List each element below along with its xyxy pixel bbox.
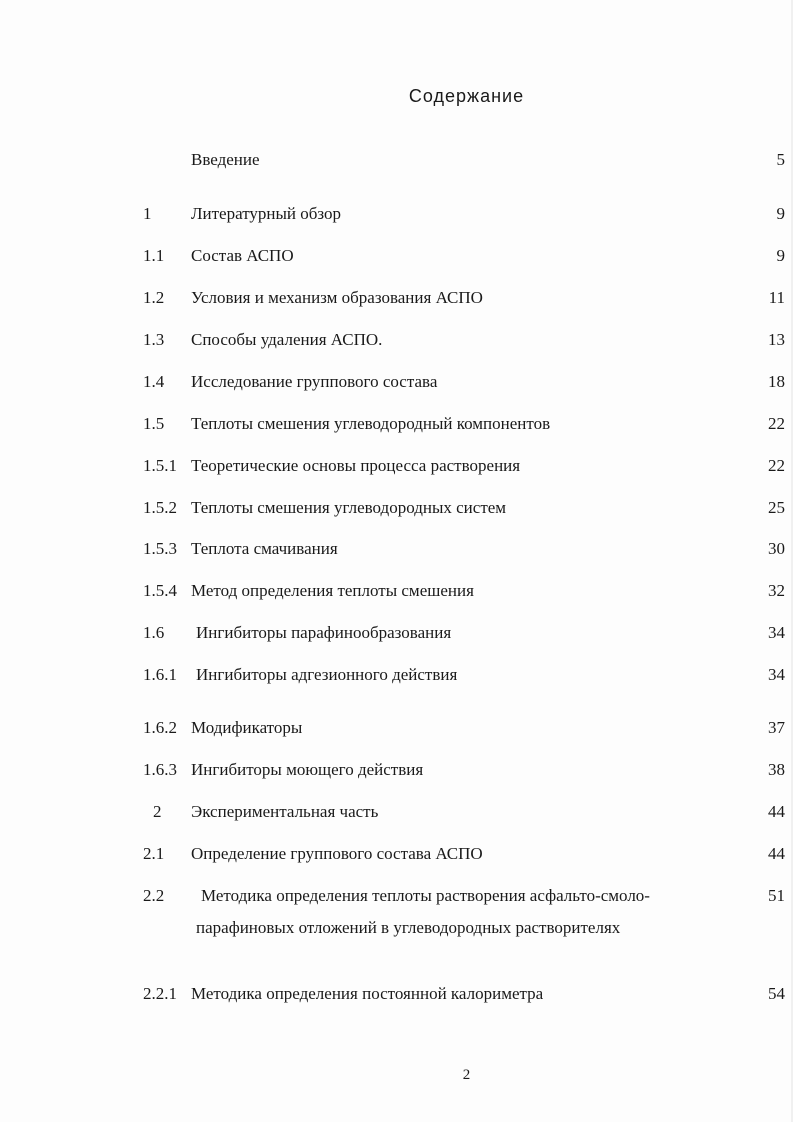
toc-number: 1.5 — [143, 414, 165, 433]
toc-page: 32 — [768, 581, 785, 600]
toc-number: 1 — [143, 204, 152, 223]
toc-number: 1.5.2 — [143, 498, 177, 517]
toc-label: Методика определения теплоты растворения асфальто-смоло- — [201, 886, 650, 905]
toc-label: Ингибиторы парафинообразования — [196, 623, 452, 642]
toc-number: 2 — [153, 802, 162, 821]
toc-number: 2.2 — [143, 886, 165, 905]
toc-number: 1.5.3 — [143, 539, 177, 558]
toc-entry — [0, 329, 793, 351]
toc-page: 11 — [768, 288, 785, 307]
toc-label: Теплоты смешения углеводородных систем — [191, 498, 507, 517]
toc-number: 1.6.3 — [143, 760, 177, 779]
toc-entry — [0, 287, 793, 309]
page-title: Содержание — [408, 86, 525, 106]
toc-number: 1.2 — [143, 288, 165, 307]
toc-label: Способы удаления АСПО. — [191, 330, 383, 349]
toc-entry — [0, 885, 793, 907]
toc-entry — [0, 983, 793, 1005]
toc-label: Модификаторы — [191, 718, 303, 737]
toc-page: 18 — [768, 372, 785, 391]
toc-page: 22 — [768, 456, 785, 475]
toc-entry — [0, 413, 793, 435]
toc-page: 9 — [776, 246, 785, 265]
toc-entry — [0, 497, 793, 519]
toc-page: 44 — [768, 844, 785, 863]
toc-entry-continuation — [0, 917, 793, 939]
toc-page: 38 — [768, 760, 785, 779]
page-number: 2 — [462, 1067, 471, 1083]
toc-entry — [0, 245, 793, 267]
toc-entry — [0, 843, 793, 865]
toc-page: 30 — [768, 539, 785, 558]
toc-entry — [0, 664, 793, 686]
toc-label: Теплота смачивания — [191, 539, 338, 558]
toc-page: 22 — [768, 414, 785, 433]
toc-number: 1.4 — [143, 372, 165, 391]
toc-entry — [0, 455, 793, 477]
toc-label: Условия и механизм образования АСПО — [191, 288, 483, 307]
toc-page: 5 — [776, 150, 785, 169]
toc-page: 13 — [768, 330, 785, 349]
toc-label: Ингибиторы моющего действия — [191, 760, 424, 779]
toc-label: Определение группового состава АСПО — [191, 844, 483, 863]
toc-number: 1.6.2 — [143, 718, 177, 737]
toc-label: Исследование группового состава — [191, 372, 438, 391]
toc-number: 1.6.1 — [143, 665, 177, 684]
toc-number: 1.5.1 — [143, 456, 177, 475]
toc-entry — [0, 149, 793, 171]
toc-number: 1.3 — [143, 330, 165, 349]
toc-entry — [0, 538, 793, 560]
toc-entry — [0, 759, 793, 781]
toc-page: 44 — [768, 802, 785, 821]
toc-label: Теплоты смешения углеводородный компонентов — [191, 414, 551, 433]
toc-label: Литературный обзор — [191, 204, 342, 223]
toc-number: 2.1 — [143, 844, 165, 863]
toc-number: 1.1 — [143, 246, 165, 265]
toc-entry — [0, 801, 793, 823]
toc-page: 51 — [768, 886, 785, 905]
toc-number: 2.2.1 — [143, 984, 177, 1003]
toc-entry — [0, 203, 793, 225]
toc-label: Методика определения постоянной калориметра — [191, 984, 544, 1003]
toc-label: Введение — [191, 150, 260, 169]
toc-label: Метод определения теплоты смешения — [191, 581, 474, 600]
toc-number: 1.5.4 — [143, 581, 177, 600]
toc-page: 54 — [768, 984, 785, 1003]
toc-entry — [0, 371, 793, 393]
toc-page: 25 — [768, 498, 785, 517]
toc-page: 34 — [768, 665, 785, 684]
toc-page: 37 — [768, 718, 785, 737]
toc-label: Теоретические основы процесса растворения — [191, 456, 521, 475]
toc-entry — [0, 622, 793, 644]
toc-label: Экспериментальная часть — [191, 802, 379, 821]
toc-entry — [0, 580, 793, 602]
toc-page: 34 — [768, 623, 785, 642]
toc-label-continuation: парафиновых отложений в углеводородных растворителях — [196, 918, 621, 937]
toc-label: Состав АСПО — [191, 246, 294, 265]
toc-number: 1.6 — [143, 623, 165, 642]
toc-label: Ингибиторы адгезионного действия — [196, 665, 458, 684]
toc-entry — [0, 717, 793, 739]
toc-page: 9 — [776, 204, 785, 223]
